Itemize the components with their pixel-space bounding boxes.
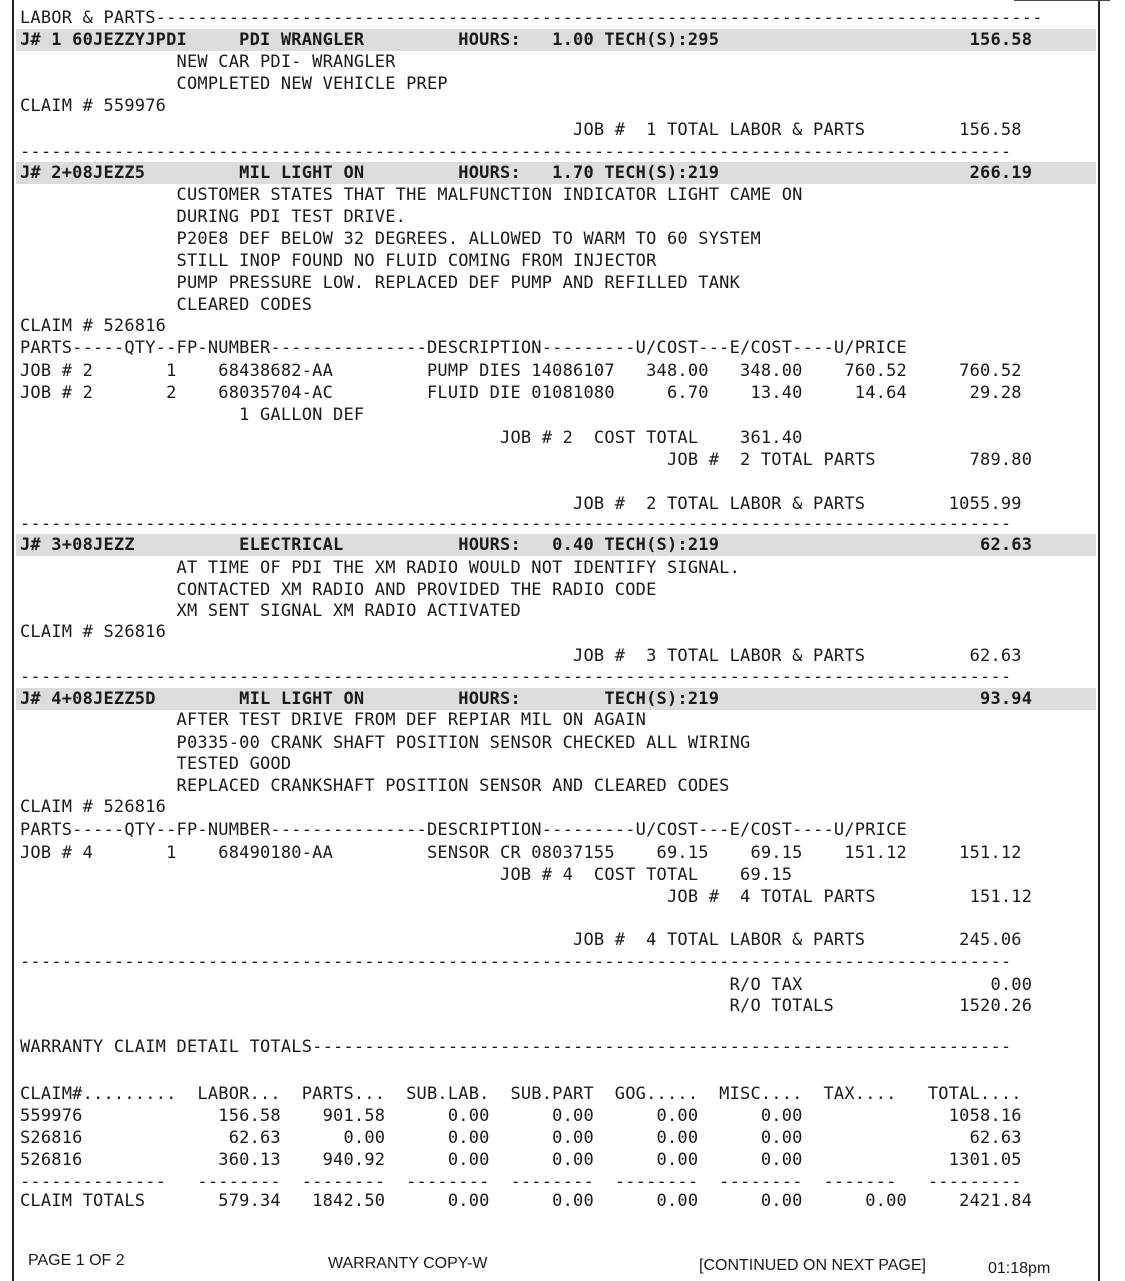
document-line: CLAIM # 559976 xyxy=(20,96,167,116)
document-line: JOB # 2 1 68438682-AA PUMP DIES 14086107 348.00 348.00 760.52 760.52 xyxy=(20,361,1022,381)
document-line: R/O TAX 0.00 xyxy=(20,975,1033,995)
document-line: WARRANTY CLAIM DETAIL TOTALS------------------------------------------------------------------- xyxy=(20,1037,1012,1057)
document-line: CLEARED CODES xyxy=(20,295,313,315)
document-line: STILL INOP FOUND NO FLUID COMING FROM INJECTOR xyxy=(20,251,657,271)
repair-order-page xyxy=(12,0,1100,1281)
document-line: JOB # 2 TOTAL PARTS 789.80 xyxy=(20,450,1033,470)
continued-note: [CONTINUED ON NEXT PAGE] xyxy=(699,1257,926,1274)
document-line: JOB # 1 TOTAL LABOR & PARTS 156.58 xyxy=(20,120,1022,140)
document-line: R/O TOTALS 1520.26 xyxy=(20,996,1033,1016)
document-line: LABOR & PARTS------------------------------------------------------------------------------------- xyxy=(20,8,1043,28)
document-line: ----------------------------------------------------------------------------------------------- xyxy=(20,142,1012,162)
document-line: J# 2+08JEZZ5 MIL LIGHT ON HOURS: 1.70 TECH(S):219 266.19 xyxy=(20,163,1033,183)
document-line: CLAIM # 526816 xyxy=(20,316,167,336)
document-line: CONTACTED XM RADIO AND PROVIDED THE RADIO CODE xyxy=(20,580,657,600)
document-line: CLAIM # 526816 xyxy=(20,797,167,817)
document-line: JOB # 4 TOTAL PARTS 151.12 xyxy=(20,887,1033,907)
document-line: PARTS-----QTY--FP-NUMBER---------------DESCRIPTION---------U/COST---E/COST----U/PRICE xyxy=(20,820,907,840)
document-line: 1 GALLON DEF xyxy=(20,405,365,425)
document-line: JOB # 2 TOTAL LABOR & PARTS 1055.99 xyxy=(20,494,1022,514)
document-line: P0335-00 CRANK SHAFT POSITION SENSOR CHECKED ALL WIRING xyxy=(20,733,751,753)
document-line: CLAIM#......... LABOR... PARTS... SUB.LAB. SUB.PART GOG..... MISC.... TAX.... TOTAL.... xyxy=(20,1084,1022,1104)
copy-label: WARRANTY COPY-W xyxy=(328,1255,488,1272)
print-time: 01:18pm xyxy=(988,1260,1051,1277)
document-line: S26816 62.63 0.00 0.00 0.00 0.00 0.00 62.63 xyxy=(20,1128,1022,1148)
document-line: JOB # 2 COST TOTAL 361.40 xyxy=(20,428,803,448)
document-line: DURING PDI TEST DRIVE. xyxy=(20,207,407,227)
document-line: AT TIME OF PDI THE XM RADIO WOULD NOT IDENTIFY SIGNAL. xyxy=(20,558,741,578)
document-line: ----------------------------------------------------------------------------------------------- xyxy=(20,514,1012,534)
document-line: CLAIM TOTALS 579.34 1842.50 0.00 0.00 0.00 0.00 0.00 2421.84 xyxy=(20,1191,1033,1211)
document-line: -------------- -------- -------- -------- -------- -------- -------- ------- --------- xyxy=(20,1172,1022,1192)
document-line: JOB # 2 2 68035704-AC FLUID DIE 01081080 6.70 13.40 14.64 29.28 xyxy=(20,383,1022,403)
page-number: PAGE 1 OF 2 xyxy=(28,1252,125,1269)
document-line: PARTS-----QTY--FP-NUMBER---------------DESCRIPTION---------U/COST---E/COST----U/PRICE xyxy=(20,338,907,358)
document-line: CLAIM # S26816 xyxy=(20,622,167,642)
document-line: XM SENT SIGNAL XM RADIO ACTIVATED xyxy=(20,601,521,621)
document-line: JOB # 4 COST TOTAL 69.15 xyxy=(20,865,793,885)
document-line: J# 1 60JEZZYJPDI PDI WRANGLER HOURS: 1.00 TECH(S):295 156.58 xyxy=(20,30,1033,50)
document-line: ----------------------------------------------------------------------------------------------- xyxy=(20,952,1012,972)
document-line: COMPLETED NEW VEHICLE PREP xyxy=(20,74,448,94)
document-line: J# 4+08JEZZ5D MIL LIGHT ON HOURS: TECH(S):219 93.94 xyxy=(20,689,1033,709)
document-line: JOB # 4 1 68490180-AA SENSOR CR 08037155 69.15 69.15 151.12 151.12 xyxy=(20,843,1022,863)
document-line: NEW CAR PDI- WRANGLER xyxy=(20,52,396,72)
document-line: P20E8 DEF BELOW 32 DEGREES. ALLOWED TO WARM TO 60 SYSTEM xyxy=(20,229,761,249)
document-line: PUMP PRESSURE LOW. REPLACED DEF PUMP AND REFILLED TANK xyxy=(20,273,741,293)
document-line: 526816 360.13 940.92 0.00 0.00 0.00 0.00 1301.05 xyxy=(20,1150,1022,1170)
document-line: JOB # 3 TOTAL LABOR & PARTS 62.63 xyxy=(20,646,1022,666)
document-line: REPLACED CRANKSHAFT POSITION SENSOR AND CLEARED CODES xyxy=(20,776,730,796)
document-line: J# 3+08JEZZ ELECTRICAL HOURS: 0.40 TECH(S):219 62.63 xyxy=(20,535,1033,555)
document-line: JOB # 4 TOTAL LABOR & PARTS 245.06 xyxy=(20,930,1022,950)
document-line: CUSTOMER STATES THAT THE MALFUNCTION INDICATOR LIGHT CAME ON xyxy=(20,185,803,205)
document-line: ----------------------------------------------------------------------------------------------- xyxy=(20,667,1012,687)
document-line: TESTED GOOD xyxy=(20,754,292,774)
document-line: 559976 156.58 901.58 0.00 0.00 0.00 0.00 1058.16 xyxy=(20,1106,1022,1126)
top-rule xyxy=(1014,0,1110,1)
document-line: AFTER TEST DRIVE FROM DEF REPIAR MIL ON AGAIN xyxy=(20,710,647,730)
